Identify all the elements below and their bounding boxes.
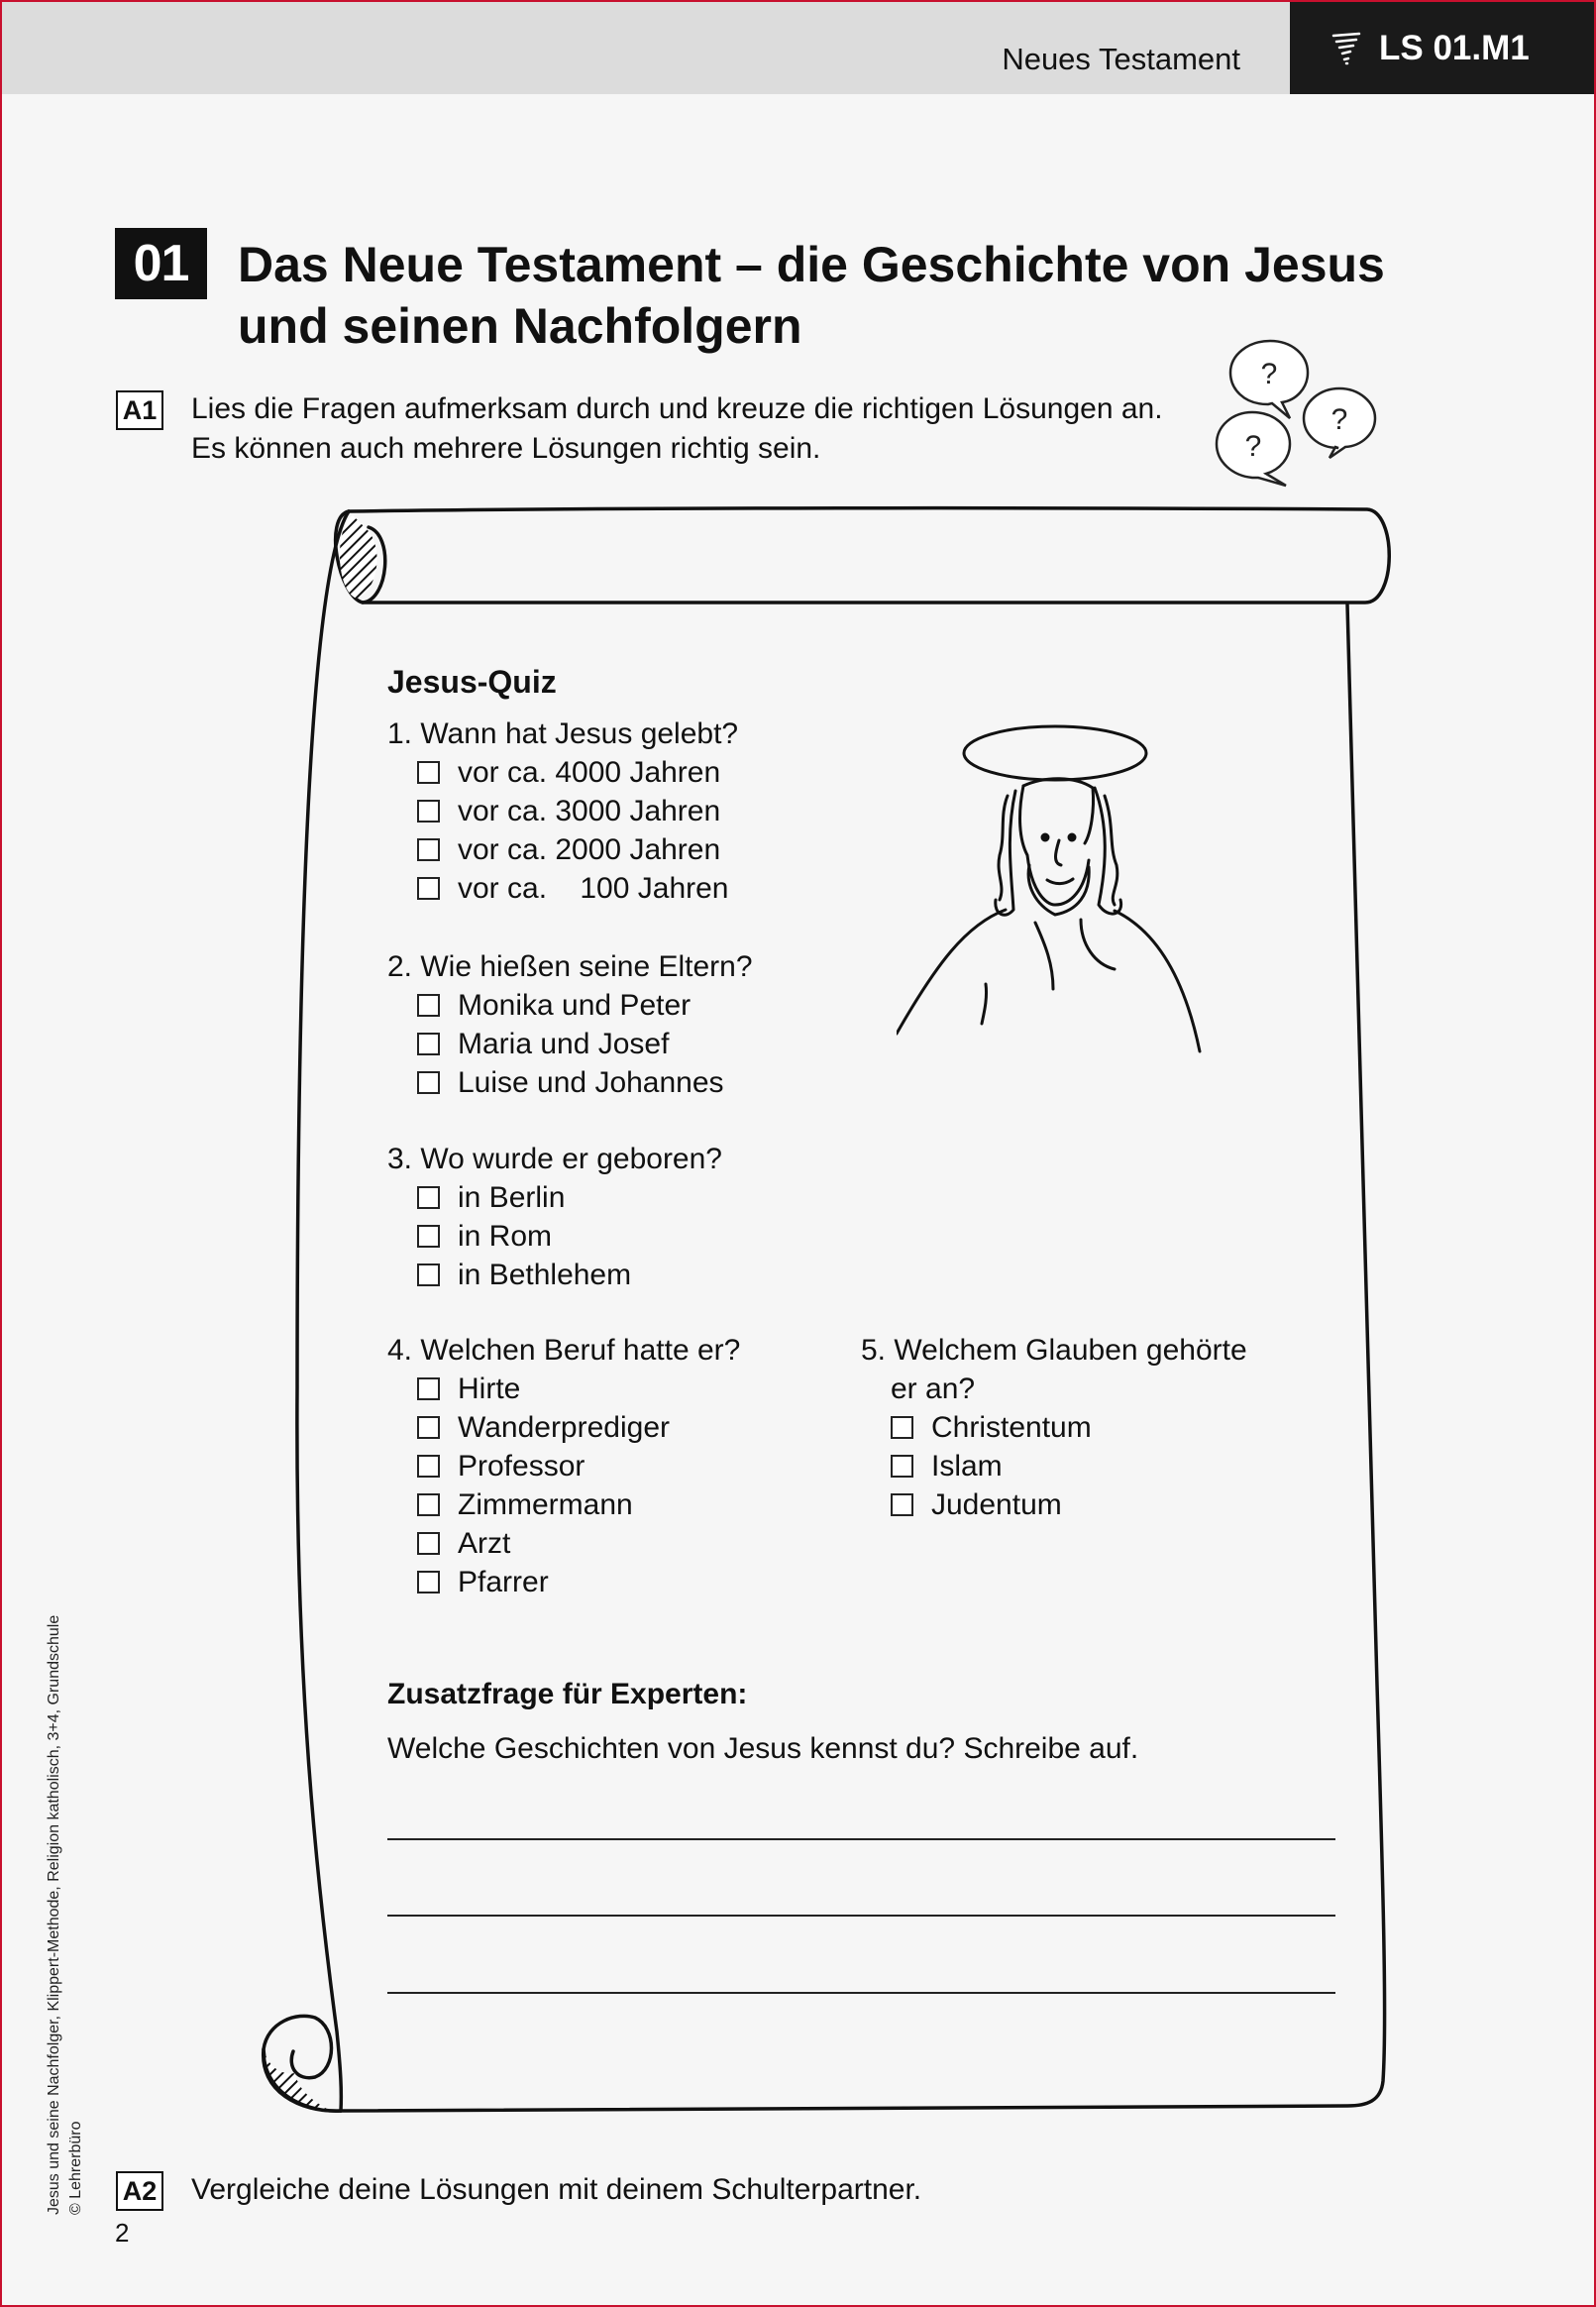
task-instructions-a2: Vergleiche deine Lösungen mit deinem Schulterpartner. — [191, 2173, 922, 2206]
answer-option[interactable] — [387, 1370, 740, 1408]
answer-option[interactable] — [387, 753, 738, 792]
question-text: 2. Wie hießen seine Eltern? — [387, 950, 753, 983]
copyright-note — [44, 1615, 87, 2215]
answer-option[interactable] — [387, 1408, 740, 1447]
checkbox[interactable] — [417, 1071, 440, 1094]
checkbox[interactable] — [417, 1225, 440, 1248]
question-text: 5. Welchem Glauben gehörte — [861, 1334, 1247, 1367]
chapter-number: 01 — [115, 228, 207, 299]
option-label: vor ca. 100 Jahren — [458, 872, 729, 905]
answer-option[interactable] — [387, 1025, 753, 1063]
option-label: vor ca. 4000 Jahren — [458, 756, 721, 789]
page-title: Das Neue Testament – die Geschichte von Jesus und seinen Nachfolgern — [238, 237, 1385, 354]
question-text: 4. Welchen Beruf hatte er? — [387, 1334, 741, 1367]
answer-option[interactable] — [861, 1485, 1247, 1524]
option-label: Christentum — [931, 1411, 1092, 1444]
option-label: Arzt — [458, 1527, 511, 1560]
question-4 — [387, 1331, 740, 1601]
task-label-a2: A2 — [116, 2171, 163, 2211]
answer-option[interactable] — [387, 1563, 740, 1601]
question-text-cont: er an? — [891, 1373, 976, 1405]
page-number: 2 — [115, 2218, 130, 2248]
option-label: Zimmermann — [458, 1488, 633, 1521]
option-label: Wanderprediger — [458, 1411, 670, 1444]
publisher-line: © Lehrerbüro — [67, 2121, 84, 2215]
answer-option[interactable] — [387, 1524, 740, 1563]
answer-option[interactable] — [387, 830, 738, 869]
option-label: Hirte — [458, 1373, 521, 1405]
option-label: Professor — [458, 1450, 585, 1483]
option-label: vor ca. 3000 Jahren — [458, 795, 721, 827]
question-2 — [387, 947, 753, 1102]
task-label-a1: A1 — [116, 390, 163, 430]
checkbox[interactable] — [417, 1455, 440, 1478]
tornado-icon — [1331, 31, 1361, 66]
checkbox[interactable] — [417, 1186, 440, 1209]
checkbox[interactable] — [891, 1455, 913, 1478]
checkbox[interactable] — [417, 1033, 440, 1055]
header-code: LS 01.M1 — [1379, 28, 1530, 67]
source-line: Jesus und seine Nachfolger, Klippert-Methode, Religion katholisch, 3+4, Grundschule — [46, 1614, 62, 2215]
checkbox[interactable] — [417, 1377, 440, 1400]
checkbox[interactable] — [417, 838, 440, 861]
quiz-title: Jesus-Quiz — [387, 664, 557, 700]
option-label: in Berlin — [458, 1181, 566, 1214]
option-label: Pfarrer — [458, 1566, 549, 1598]
answer-line[interactable] — [387, 1838, 1335, 1840]
answer-option[interactable] — [387, 1447, 740, 1485]
checkbox[interactable] — [417, 994, 440, 1017]
option-label: Luise und Johannes — [458, 1066, 724, 1099]
checkbox[interactable] — [417, 761, 440, 784]
expert-question: Welche Geschichten von Jesus kennst du? Schreibe auf. — [387, 1732, 1139, 1765]
answer-option[interactable] — [861, 1408, 1247, 1447]
answer-line[interactable] — [387, 1915, 1335, 1917]
checkbox[interactable] — [417, 1571, 440, 1593]
svg-text:?: ? — [1244, 430, 1262, 463]
question-text: 1. Wann hat Jesus gelebt? — [387, 717, 739, 750]
svg-text:?: ? — [1330, 403, 1348, 436]
svg-text:?: ? — [1260, 358, 1278, 390]
option-label: Maria und Josef — [458, 1028, 670, 1060]
checkbox[interactable] — [417, 1532, 440, 1555]
option-label: vor ca. 2000 Jahren — [458, 833, 721, 866]
checkbox[interactable] — [417, 1263, 440, 1286]
answer-option[interactable] — [387, 1063, 753, 1102]
checkbox[interactable] — [417, 1493, 440, 1516]
question-text: 3. Wo wurde er geboren? — [387, 1143, 722, 1175]
checkbox[interactable] — [891, 1416, 913, 1439]
question-bubbles-icon — [1209, 327, 1387, 495]
header-code-badge — [1290, 2, 1594, 94]
option-label: Judentum — [931, 1488, 1062, 1521]
answer-option[interactable] — [387, 986, 753, 1025]
answer-option[interactable] — [387, 1178, 722, 1217]
answer-option[interactable] — [387, 869, 738, 908]
instruction-line-2: Es können auch mehrere Lösungen richtig sein. — [191, 432, 821, 465]
option-label: in Bethlehem — [458, 1259, 632, 1291]
checkbox[interactable] — [417, 877, 440, 900]
checkbox[interactable] — [417, 1416, 440, 1439]
option-label: in Rom — [458, 1220, 553, 1253]
answer-line[interactable] — [387, 1992, 1335, 1994]
question-1 — [387, 714, 738, 908]
question-3 — [387, 1140, 722, 1294]
checkbox[interactable] — [891, 1493, 913, 1516]
answer-option[interactable] — [387, 1485, 740, 1524]
question-5 — [861, 1331, 1247, 1524]
header-subject: Neues Testament — [1002, 42, 1240, 76]
expert-question-title: Zusatzfrage für Experten: — [387, 1678, 748, 1710]
option-label: Monika und Peter — [458, 989, 692, 1022]
answer-option[interactable] — [387, 792, 738, 830]
task-instructions-a1 — [191, 389, 1163, 469]
page-header — [2, 2, 1594, 94]
answer-option[interactable] — [861, 1447, 1247, 1485]
answer-option[interactable] — [387, 1217, 722, 1256]
answer-option[interactable] — [387, 1256, 722, 1294]
jesus-illustration — [897, 716, 1214, 1063]
instruction-line-1: Lies die Fragen aufmerksam durch und kreuze die richtigen Lösungen an. — [191, 392, 1163, 425]
checkbox[interactable] — [417, 800, 440, 823]
option-label: Islam — [931, 1450, 1003, 1483]
